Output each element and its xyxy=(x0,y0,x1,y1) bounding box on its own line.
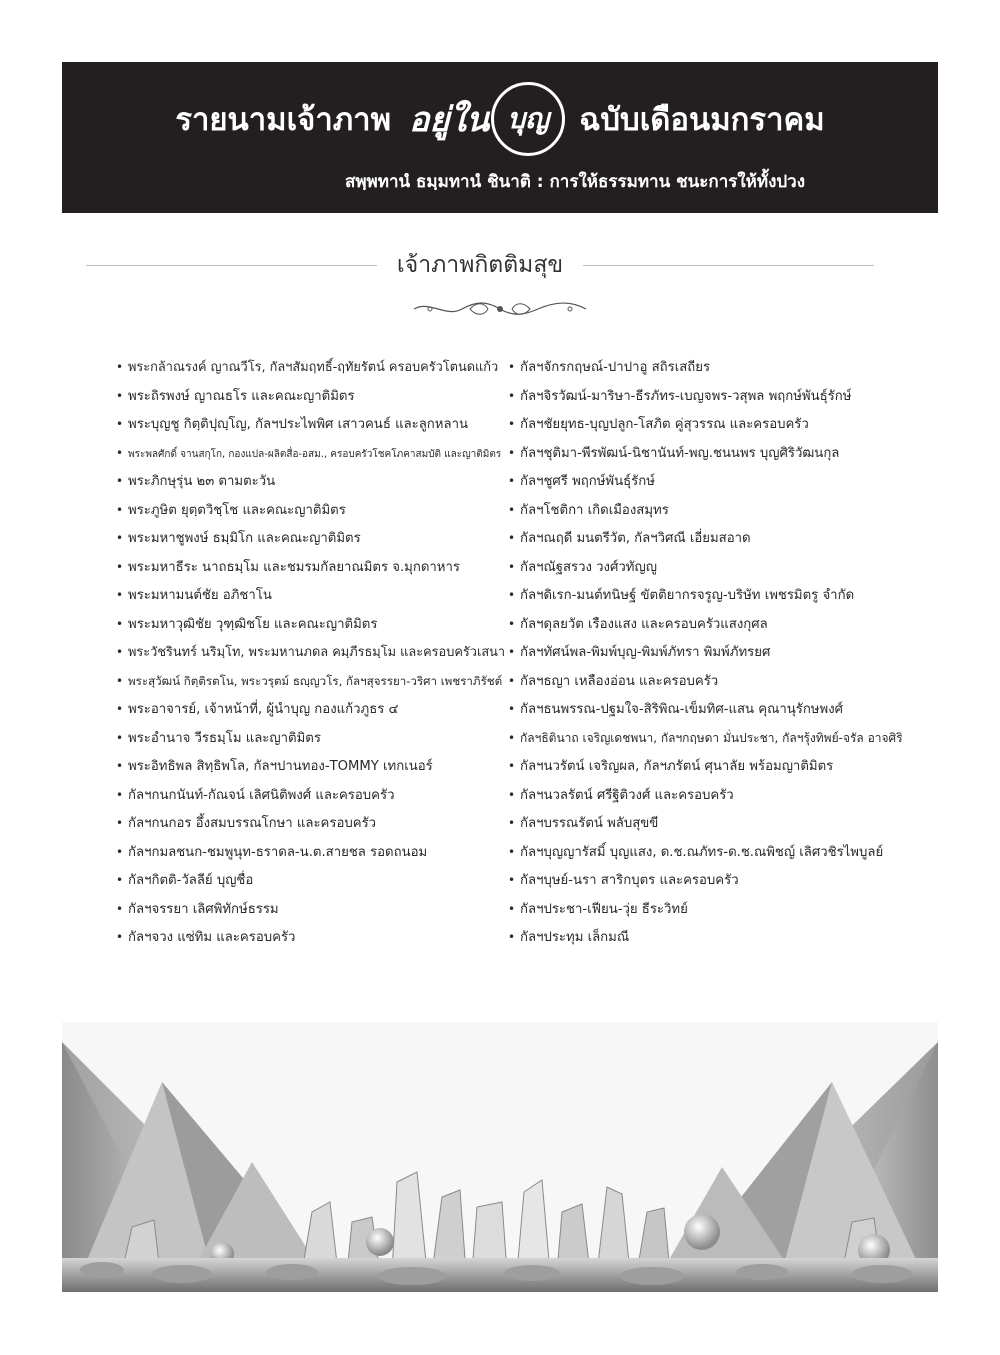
donor-list-item xyxy=(116,724,506,753)
donor-name: พระกล้าณรงค์ ญาณวีโร, กัลฯสัมฤทธิ์-ฤทัยรัตน์ ครอบครัวโตนดแก้ว xyxy=(128,360,499,375)
bullet-icon: • xyxy=(116,673,124,688)
donor-name: กัลฯกมลชนก-ชมพูนุท-ธราดล-น.ต.สายชล รอดถนอม xyxy=(128,844,428,860)
bullet-icon: • xyxy=(116,588,124,602)
bullet-icon: • xyxy=(116,616,124,631)
bullet-icon: • xyxy=(116,645,124,659)
bullet-icon: • xyxy=(116,474,124,488)
donor-list-item xyxy=(116,667,506,696)
bullet-icon: • xyxy=(508,787,516,802)
banner-title-right: ฉบับเดือนมกราคม xyxy=(579,102,825,138)
donor-list-item xyxy=(116,553,506,582)
donor-name: กัลฯประทุม เล็กมณี xyxy=(520,930,630,945)
donor-list-item xyxy=(508,638,913,667)
donor-list-item xyxy=(508,353,913,382)
donor-list-item xyxy=(508,838,913,867)
donor-list-item xyxy=(508,667,913,696)
bullet-icon: • xyxy=(508,445,516,460)
donor-name: พระสุวัฒน์ กิตฺติรตโน, พระวรุตม์ ธญฺญวโร, กัลฯสุจรรยา-วริศา เพชราภิรัชต์ xyxy=(128,673,503,688)
donor-name: กัลฯชัยยุทธ-บุญปลูก-โสภิต คู่สุวรรณ และครอบครัว xyxy=(520,417,809,432)
donor-name: กัลฯประชา-เฟียน-วุ่ย ธีระวิทย์ xyxy=(520,901,688,917)
heading-rule-right xyxy=(583,265,874,266)
bullet-icon: • xyxy=(116,759,124,773)
bullet-icon: • xyxy=(508,474,516,488)
donor-name: พระถิรพงษ์ ญาณธโร และคณะญาติมิตร xyxy=(128,388,355,404)
bullet-icon: • xyxy=(116,844,124,859)
donor-name: พระบุญชู กิตฺติปุญฺโญ, กัลฯประไพพิศ เสาวคนธ์ และลูกหลาน xyxy=(128,417,468,432)
bullet-icon: • xyxy=(508,559,516,574)
bullet-icon: • xyxy=(116,873,124,887)
donor-list-item xyxy=(116,923,506,952)
donor-name: พระมหาชูพงษ์ ธมฺมิโก และคณะญาติมิตร xyxy=(128,531,361,546)
donor-list-item xyxy=(508,496,913,525)
bullet-icon: • xyxy=(508,702,516,716)
section-title: เจ้าภาพกิตติมสุข xyxy=(396,252,564,278)
donor-name: กัลฯกิตติ-วัลลีย์ บุญชื่อ xyxy=(128,873,254,888)
donor-list-item xyxy=(508,724,913,753)
donor-name: กัลฯชูศรี พฤกษ์พันธุ์รักษ์ xyxy=(520,474,655,489)
donor-list-item xyxy=(508,866,913,895)
donor-list-item xyxy=(508,467,913,496)
donor-name: กัลฯชุติมา-พีรพัฒน์-นิชานันท์-พญ.ชนนพร บุญศิริวัฒนกุล xyxy=(520,445,840,461)
donor-list-item xyxy=(508,553,913,582)
bullet-icon: • xyxy=(508,502,516,517)
crystal-pyramid-illustration xyxy=(62,1022,938,1292)
donor-list-item xyxy=(116,752,506,781)
donor-name: พระมหาธีระ นาถธมฺโม และชมรมกัลยาณมิตร จ.มุกดาหาร xyxy=(128,559,460,575)
bullet-icon: • xyxy=(508,616,516,631)
donor-name: กัลฯณัฐสรวง วงศ์วทัญญู xyxy=(520,559,657,575)
donor-list-item xyxy=(116,353,506,382)
donor-list-item xyxy=(116,895,506,924)
donor-name: กัลฯณฤดี มนตรีวัต, กัลฯวิศณี เอี่ยมสอาด xyxy=(520,531,751,546)
donor-name: กัลฯบุษย์-นรา สาริกบุตร และครอบครัว xyxy=(520,873,739,888)
bullet-icon: • xyxy=(116,559,124,574)
bullet-icon: • xyxy=(116,502,124,517)
bullet-icon: • xyxy=(508,417,516,431)
donor-list-item xyxy=(508,809,913,838)
donor-list-left xyxy=(116,353,506,952)
donor-list-item xyxy=(508,895,913,924)
bullet-icon: • xyxy=(508,730,516,745)
donor-list-item xyxy=(508,923,913,952)
bullet-icon: • xyxy=(116,816,124,830)
donor-name: กัลฯนวรัตน์ เจริญผล, กัลฯภรัตน์ ศุนาลัย พร้อมญาติมิตร xyxy=(520,759,834,774)
donor-name: กัลฯกนกนันท์-กัณจน์ เลิศนิติพงศ์ และครอบครัว xyxy=(128,787,395,803)
donor-list-item xyxy=(116,581,506,610)
donor-list-item xyxy=(508,610,913,639)
donor-name: กัลฯจิรวัฒน์-มาริษา-ธีรภัทร-เบญจพร-วสุพล พฤกษ์พันธุ์รักษ์ xyxy=(520,388,852,404)
heading-rule-left xyxy=(86,265,377,266)
donor-list-item xyxy=(508,781,913,810)
donor-name: กัลฯจวง แซ่ทิม และครอบครัว xyxy=(128,930,296,945)
donor-name: กัลฯทัศน์พล-พิมพ์บุญ-พิมพ์ภัทรา พิมพ์ภัทรยศ xyxy=(520,645,771,660)
bullet-icon: • xyxy=(116,930,124,944)
donor-name: พระมหาวุฒิชัย วุฑฺฒิชโย และคณะญาติมิตร xyxy=(128,616,378,632)
donor-name: กัลฯนวลรัตน์ ศรีฐิติวงศ์ และครอบครัว xyxy=(520,787,734,803)
bullet-icon: • xyxy=(508,901,516,916)
donor-list-item xyxy=(508,410,913,439)
bullet-icon: • xyxy=(116,901,124,916)
donor-list-item xyxy=(116,781,506,810)
donor-name: พระวัชรินทร์ นริมฺโท, พระมหานภดล คมฺภีรธมฺโม และครอบครัวเสนา xyxy=(128,645,506,660)
donor-list-item xyxy=(116,410,506,439)
donor-list-item xyxy=(116,439,506,468)
donor-name: พระมหามนต์ชัย อภิชาโน xyxy=(128,588,272,603)
banner-subtitle-row xyxy=(62,168,938,195)
logo-circle-text: บุญ xyxy=(491,82,565,156)
donor-list-item xyxy=(508,382,913,411)
donor-name: กัลฯดุลยวัต เรืองแสง และครอบครัวแสงกุศล xyxy=(520,616,768,632)
donor-name: กัลฯบุญญารัสมิ์ บุญแสง, ด.ช.ณภัทร-ด.ช.ณพิชญ์ เลิศวชิรไพบูลย์ xyxy=(520,844,884,860)
bullet-icon: • xyxy=(116,445,124,460)
bullet-icon: • xyxy=(508,759,516,773)
bullet-icon: • xyxy=(508,816,516,830)
donor-name: กัลฯธนพรรณ-ปฐมใจ-สิริพิณ-เข็มทิศ-แสน คุณานุรักษพงศ์ xyxy=(520,702,844,717)
donor-name: พระภูษิต ยุตฺตวิชฺโช และคณะญาติมิตร xyxy=(128,502,346,518)
ornament-flourish-icon xyxy=(410,298,590,320)
bullet-icon: • xyxy=(508,360,516,374)
donor-name: กัลฯจรรยา เลิศพิทักษ์ธรรม xyxy=(128,901,279,917)
bullet-icon: • xyxy=(116,787,124,802)
donor-list-item xyxy=(116,809,506,838)
donor-name: กัลฯโชติกา เกิดเมืองสมุทร xyxy=(520,502,669,518)
donor-list-item xyxy=(116,866,506,895)
donor-name: พระอาจารย์, เจ้าหน้าที่, ผู้นำบุญ กองแก้วภูธร ๔ xyxy=(128,702,399,717)
donor-list-item xyxy=(116,496,506,525)
donor-list-right xyxy=(508,353,913,952)
bullet-icon: • xyxy=(116,531,124,545)
donor-name: กัลฯธญา เหลืองอ่อน และครอบครัว xyxy=(520,673,719,689)
donor-list-item xyxy=(508,524,913,553)
donor-list-item xyxy=(116,695,506,724)
bullet-icon: • xyxy=(508,873,516,887)
bullet-icon: • xyxy=(508,844,516,859)
donor-name: พระพลศักดิ์ จานสกุโก, กองแปล-ผลิตสื่อ-อสม., ครอบครัวโชคโภคาสมบัติ และญาติมิตร xyxy=(128,448,502,460)
donor-name: กัลฯกนกอร อึ้งสมบรรณโกษา และครอบครัว xyxy=(128,816,377,831)
donor-list-item xyxy=(116,382,506,411)
donor-name: พระอิทธิพล สิทฺธิพโล, กัลฯปานทอง-TOMMY เทกเนอร์ xyxy=(128,759,433,774)
donor-list-item xyxy=(116,838,506,867)
donor-list-item xyxy=(116,524,506,553)
bullet-icon: • xyxy=(508,588,516,602)
donor-list-item xyxy=(116,610,506,639)
donor-list-item xyxy=(508,439,913,468)
banner-title-row xyxy=(62,84,938,154)
donor-name: กัลฯบรรณรัตน์ พลับสุขขี xyxy=(520,816,659,831)
donor-name: กัลฯธิตินาถ เจริญเดชพนา, กัลฯกฤษดา มั่นประชา, กัลฯรุ้งทิพย์-จรัล อาจศิริ xyxy=(520,730,903,745)
magazine-logo xyxy=(409,82,565,156)
donor-list-item xyxy=(508,581,913,610)
header-banner xyxy=(62,62,938,213)
donor-list-item xyxy=(508,752,913,781)
donor-list-item xyxy=(116,467,506,496)
donor-name: กัลฯจักรกฤษณ์-ปาปาอู สถิรเสถียร xyxy=(520,360,711,375)
bullet-icon: • xyxy=(116,360,124,374)
bullet-icon: • xyxy=(508,388,516,403)
banner-title-left: รายนามเจ้าภาพ xyxy=(175,102,392,138)
bullet-icon: • xyxy=(508,531,516,545)
donor-list-item xyxy=(508,695,913,724)
bullet-icon: • xyxy=(116,730,124,745)
bullet-icon: • xyxy=(508,673,516,688)
donor-list-item xyxy=(116,638,506,667)
bullet-icon: • xyxy=(116,702,124,716)
bullet-icon: • xyxy=(116,388,124,403)
logo-script-text: อยู่ใน xyxy=(409,100,490,140)
donor-name: กัลฯดิเรก-มนต์ทนิษฐ์ ขัตติยากรจรูญ-บริษัท เพชรมิตรู จำกัด xyxy=(520,588,855,603)
section-heading xyxy=(86,250,874,280)
bullet-icon: • xyxy=(116,417,124,431)
donor-name: พระอำนาจ วีรธมฺโม และญาติมิตร xyxy=(128,730,321,746)
bullet-icon: • xyxy=(508,645,516,659)
bullet-icon: • xyxy=(508,930,516,944)
banner-subtitle: สพฺพทานํ ธมฺมทานํ ชินาติ : การให้ธรรมทาน ชนะการให้ทั้งปวง xyxy=(344,172,806,192)
donor-name: พระภิกษุรุ่น ๒๓ ตามตะวัน xyxy=(128,474,276,489)
